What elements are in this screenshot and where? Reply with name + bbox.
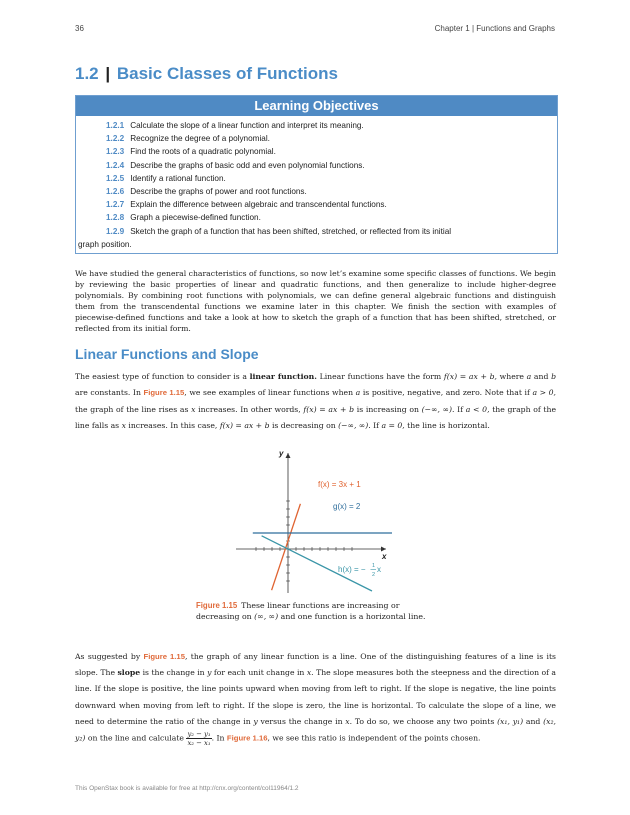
subsection-title: Linear Functions and Slope	[75, 346, 259, 362]
chapter-header: Chapter 1 | Functions and Graphs	[434, 24, 555, 33]
learning-objectives-box	[75, 95, 558, 254]
objective-number: 1.2.5	[106, 173, 125, 183]
graph-labels	[278, 449, 387, 578]
objective-text: Sketch the graph of a function that has been shifted, stretched, or reflected from its initial	[130, 226, 452, 236]
objective-text: Calculate the slope of a linear function and interpret its meaning.	[130, 121, 364, 130]
objective-item	[106, 211, 549, 224]
objective-text: Graph a piecewise-defined function.	[130, 213, 261, 223]
x-axis-label: x	[382, 552, 387, 561]
objective-number: 1.2.9	[106, 226, 125, 236]
learning-objectives-list	[76, 116, 557, 253]
f-line-label: f(x) = 3x + 1	[318, 480, 361, 489]
x-axis-arrow	[381, 547, 386, 552]
objective-number: 1.2.6	[106, 187, 125, 197]
footer-text: This OpenStax book is available for free at http://cnx.org/content/col11964/1.2	[75, 785, 299, 792]
term-linear-function: linear function.	[249, 372, 317, 381]
h-line-label-suffix: x	[377, 565, 381, 574]
g-line-label: g(x) = 2	[333, 502, 361, 511]
objective-number: 1.2.1	[106, 121, 125, 130]
objective-item	[106, 185, 549, 198]
page-number: 36	[75, 24, 84, 33]
figure-ref-link[interactable]: Figure 1.16	[226, 733, 268, 743]
section-title	[75, 64, 338, 84]
linear-functions-paragraph: The easiest type of function to consider is a linear function. Linear functions have the form f(x) = ax + b, where a and b are constants. In Figure 1.15, we see examples of linear functions when a is positive, negative, and zero. Note that if a > 0, the graph of the line rises as x increases. In other words, f(x) = ax + b is increasing on (−∞, ∞). If a < 0, the graph of the line falls as x increases. In this case, f(x) = ax + b is decreasing on (−∞, ∞). If a = 0, the line is horizontal.	[75, 372, 556, 430]
objective-item	[106, 198, 549, 211]
figure-ref-link[interactable]: Figure 1.15	[143, 388, 185, 398]
objective-item	[106, 145, 549, 158]
h-fraction-denominator: 2	[372, 572, 376, 578]
objective-text: Describe the graphs of power and root functions.	[130, 187, 307, 197]
y-axis-arrow	[286, 453, 291, 458]
objective-text: Find the roots of a quadratic polynomial.	[130, 147, 276, 157]
figure-caption: Figure 1.15 These linear functions are increasing or decreasing on (∞, ∞) and one function is a horizontal line.	[196, 601, 426, 621]
objective-number: 1.2.2	[106, 134, 125, 144]
objective-text: Recognize the degree of a polynomial.	[130, 134, 270, 144]
term-slope: slope	[117, 668, 141, 678]
y-axis-label: y	[279, 449, 284, 458]
h-fraction-numerator: 1	[372, 563, 376, 569]
objective-number: 1.2.7	[106, 200, 125, 210]
objective-text: Identify a rational function.	[130, 173, 226, 183]
figure-label: Figure 1.15	[196, 601, 238, 610]
objective-item	[106, 225, 549, 238]
learning-objectives-heading: Learning Objectives	[76, 96, 557, 116]
objective-item	[106, 119, 549, 132]
slope-paragraph: As suggested by Figure 1.15, the graph of any linear function is a line. One of the distinguishing features of a line is its slope. The slope is the change in y for each unit change in x. The slope measures both the steepness and the direction of a line. If the slope is positive, the line points upward when moving from left to right. If the slope is negative, the line points downward when moving from left to right. If the slope is zero, the line is horizontal. To calculate the slope of a line, we need to determine the ratio of the change in y versus the change in x. To do so, we choose any two points (x₁, y₁) and (x₂, y₂) on the line and calculate $\frac{\text{y₂ − y₁}}{\text{x₂ − x₁}}$ . In Figure 1.16, we see this ratio is independent of the points chosen.	[75, 652, 556, 748]
figure-ref-link[interactable]: Figure 1.15	[143, 652, 185, 661]
objective-number: 1.2.3	[106, 147, 125, 157]
objective-item	[106, 132, 549, 145]
section-separator: |	[105, 64, 111, 83]
objective-text: Describe the graphs of basic odd and even polynomial functions.	[130, 160, 365, 170]
objective-number: 1.2.8	[106, 213, 125, 223]
objective-item	[106, 172, 549, 185]
h-line	[262, 536, 372, 591]
linear-functions-graph	[232, 443, 392, 595]
objective-text: Explain the difference between algebraic and transcendental functions.	[130, 200, 387, 210]
section-number: 1.2	[75, 64, 99, 83]
objective-number: 1.2.4	[106, 160, 125, 170]
objective-item	[106, 159, 549, 172]
section-title-text: Basic Classes of Functions	[116, 64, 338, 83]
intro-paragraph: We have studied the general characteristics of functions, so now let’s examine some specific classes of functions. We begin by reviewing the basic properties of linear and quadratic functions, and then generalize to include higher-degree polynomials. By combining root functions with polynomials, we can define general algebraic functions and distinguish them from the transcendental functions we examine later in this chapter. We finish the section with examples of piecewise-defined functions and take a look at how to sketch the graph of a function that has been shifted, stretched, or reflected from its initial form.	[75, 269, 556, 334]
objective-continuation: graph position.	[78, 239, 132, 249]
slope-fraction: $\frac{\text{y₂ − y₁}}{\text{x₂ − x₁}}$	[187, 730, 211, 748]
h-line-label: h(x) = −	[338, 565, 366, 574]
